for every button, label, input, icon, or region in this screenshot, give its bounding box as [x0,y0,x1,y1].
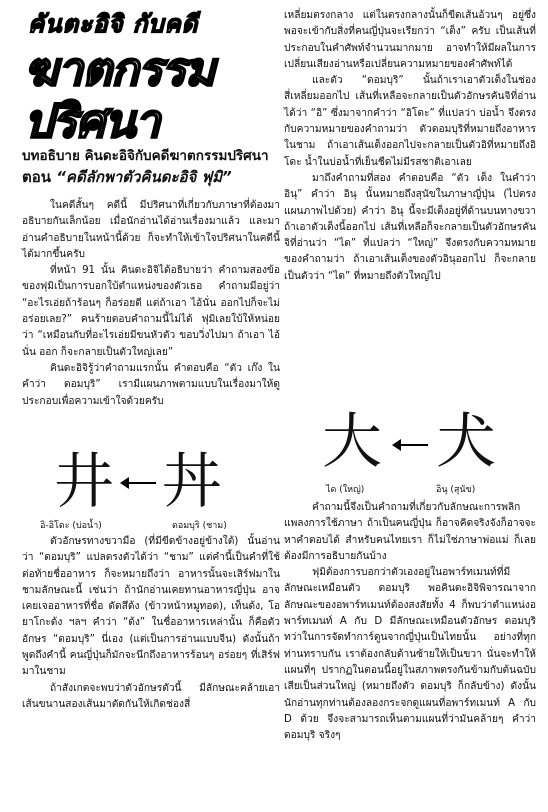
kanji-dai: 大 [322,407,382,477]
right-column-top [284,8,536,285]
kanji-figure-2 [310,407,530,498]
paragraph: และตัว “ดอมบุริ” นั้นถ้าเราเอาตัวเต็งในช่องสี่เหลี่ยมออกไป เส้นที่เหลือจะกลายเป็นตัวอักษรคันจิที่อ่านได้ว่า “อิ” ซึ่งมาจากคำว่า “อิโดะ” ที่แปลว่า บ่อน้ำ จึงตรงกับความหมายของคำถามว่า ตัวดอมบุริที่หมายถึงอาหารในชาม ถ้าเอาเส้นเต็งออกไปจะกลายเป็นตัวอิที่หมายถึงอิโดะ น้ำในบ่อน้ำที่เย็นชืดไม่มีรสชาติเอาเลย [284,75,536,168]
column-masthead [24,4,274,148]
caption-donburi: ดอมบุริ (ชาม) [172,521,227,531]
kanji-donburi: 丼 [162,447,222,517]
paragraph: มาถึงคำถามที่สอง คำตอบคือ “ตัว เต็ง ในคำว่า อินุ” คำว่า อินุ นั้นหมายถึงสุนัขในภาษาญี่ปุ่น (ไปตรงแผนภาพไปด้วย) คำว่า อินุ นี้จะมีเต็งอยู่ที่ด้านบนทางขวา ถ้าเอาตัวเต็งนี้ออกไป เส้นที่เหลือก็จะกลายเป็นตัวอักษรคันจิที่อ่านว่า “ได” ที่แปลว่า “ใหญ่” จึงตรงกับความหมายของคำถามว่า ถ้าเอาเส้นเต็งของตัวอินุออกไป ก็จะกลายเป็นตัวว่า “ได” ที่หมายถึงตัวใหญ่ไป [284,172,536,282]
caption-i: อิ-อิโดะ (บ่อน้ำ) [40,521,102,531]
caption-inu: อินุ (สุนัข) [436,485,476,495]
kanji-i: 井 [54,447,114,517]
caption-dai: ได (ใหญ่) [326,485,365,495]
episode-title: “คดีลักพาตัวคินดะอิจิ ฟุมิ” [56,168,232,186]
kanji-inu: 犬 [436,407,496,477]
byline-line2 [22,166,280,188]
episode-label: ตอน [22,168,52,186]
paragraph: เหลี่ยมตรงกลาง แต่ในตรงกลางนั้นก็ขีดเส้นอ้วนๆ อยู่ซึ่งพอจะเข้ากับสิ่งที่คนญี่ปุ่นจะเรียกว่า “เต็ง” ครับ เป็นเส้นที่ประกอบในคำศัพท์จำนวนมากมาย อาจทำให้มีผลในการเปลี่ยนเสียงอ่านหรือเปลี่ยนความหมายของคำศัพท์ได้ [284,10,536,70]
paragraph: คินดะอิจิรู้ว่าคำถามแรกนั้น คำตอบคือ “ตัว เก๊ง ในคำว่า ดอมบุริ” เรามีแผนภาพตามแบบในเรื่องมาให้ดูประกอบเพื่อความเข้าใจด้วยครับ [22,362,280,407]
paragraph: ตัวอักษรทางขวามือ (ที่มีขีดข้างอยู่ข้างใต้) นั้นอ่านว่า “ดอมบุริ” แปลตรงตัวได้ว่า “ชาม” แต่คำนี้เป็นคำที่ใช้ต่อท้ายชื่ออาหาร ก็จะหมายถึงว่า อาหารนั้นจะเสิร์ฟมาในชามลักษณะนี้ เช่นว่า ถ้านักอ่านเคยทานอาหารญี่ปุ่น อาจเคยเจออาหารที่ชื่อ ดัดสึด้ง (ข้าวหน้าหมูทอด), เท็นด้ง, โอยาโกะด้ง ฯลฯ คำว่า “ด้ง” ในชื่ออาหารเหล่านั้น ก็คือตัวอักษร “ดอมบุริ” นี่เอง (แต่เป็นการอ่านแบบจีน) ดังนั้นถ้าพูดถึงคำนี้ คนญี่ปุ่นก็มักจะนึกถึงอาหารร้อนๆ อร่อยๆ ที่เสิร์ฟมาในชาม [22,536,280,678]
paragraph: ฟุมิต้องการบอกว่าตัวเองอยู่ในอพาร์ทเมนท์ที่มีลักษณะเหมือนตัว ดอมบุริ พอคินดะอิจิพิจารณาจากลักษณะของอพาร์ทเมนท์ต้องสงสัยทั้ง 4 ก็พบว่าตำแหน่งอพาร์ทเมนท์ A กับ D มีลักษณะเหมือนตัวอักษร ดอมบุริ ทว่าในการจัดทำการ์ตูนจากญี่ปุ่นเป็นไทยนั้น อย่างที่ทุกท่านทราบกัน เราต้องกลับด้านซ้ายให้เป็นขวา นั่นจะทำให้แผนที่ๆ ปรากฏในตอนนี้อยู่ในสภาพตรงกันข้ามกับต้นฉบับเสียเป็นส่วนใหญ่ (หมายถึงตัว ดอมบุริ ก็กลับข้าง) ดังนั้นนักอ่านทุกท่านต้องลองกระจกดูแผนที่อพาร์ทเมนท์ A กับ D ด้วย จึงจะสามารถเห็นตามแผนที่ว่ามันคล้ายๆ คำว่า ดอมบุริ จริงๆ [284,567,536,742]
kanji-figure-1 [40,447,260,532]
masthead-subtitle: คันตะอิจิ กับคดี [28,10,199,38]
paragraph: คำถามนี้จึงเป็นคำถามที่เกี่ยวกับลักษณะการพลิกแพลงการใช้ภาษา ถ้าเป็นคนญี่ปุ่น ก็อาจคิดจริงจังก็อาจจะหาคำตอบได้ สำหรับคนไทยเรา ก็ไม่ใช่ภาษาพ่อแม่ ก็เลยต้องมีการอธิบายกันบ้าง [284,502,536,562]
paragraph: ในคดีสั้นๆ คดีนี้ มีปริศนาที่เกี่ยวกับภาษาที่ต้องมาอธิบายกันเล็กน้อย เมื่อนักอ่านได้อ่านเรื่องมาแล้ว และมาอ่านคำอธิบายในหน้านี้ด้วย ก็จะทำให้เข้าใจปริศนาในคดีนี้ได้มากขึ้นครับ [22,200,280,260]
article-byline [22,146,280,188]
right-column-bottom [284,500,536,744]
paragraph: ถ้าสังเกตจะพบว่าตัวอักษรตัวนี้ มีลักษณะคล้ายเอาเส้นขนานสองเส้นมาตัดกันให้เกิดช่องสี่ [22,682,280,710]
arrow-left-icon [394,444,428,446]
masthead-title: ฆาตกรรมปริศนา [24,42,215,148]
arrow-left-icon [122,482,156,484]
paragraph: ที่หน้า 91 นั้น คินดะอิจิได้อธิบายว่า คำถามสองข้อของฟุมิเป็นการบอกใบ้ตำแหน่งของตัวเธอ คำถามมีอยู่ว่า “อะไรเอ่ยถ้าร้อนๆ ก็อร่อยดี แต่ถ้าเอา ไอ้นั่น ออกไปก็จะไม่อร่อยเลย?” คนร้ายตอบคำถามนี้ไม่ได้ ฟุมิเลยใบ้ให้หน่อยว่า “เหมือนกับที่อะไรเอ่ยมีขนหัวตัว ขอบวิ่งไปมา ถ้าเอา ไอ้นั่น ออก ก็จะกลายเป็นตัวใหญ่เลย” [22,265,280,358]
byline-line1: บทอธิบาย คินดะอิจิกับคดีฆาตกรรมปริศนา [22,148,269,164]
left-column-top [22,198,280,410]
left-column-bottom [22,534,280,713]
